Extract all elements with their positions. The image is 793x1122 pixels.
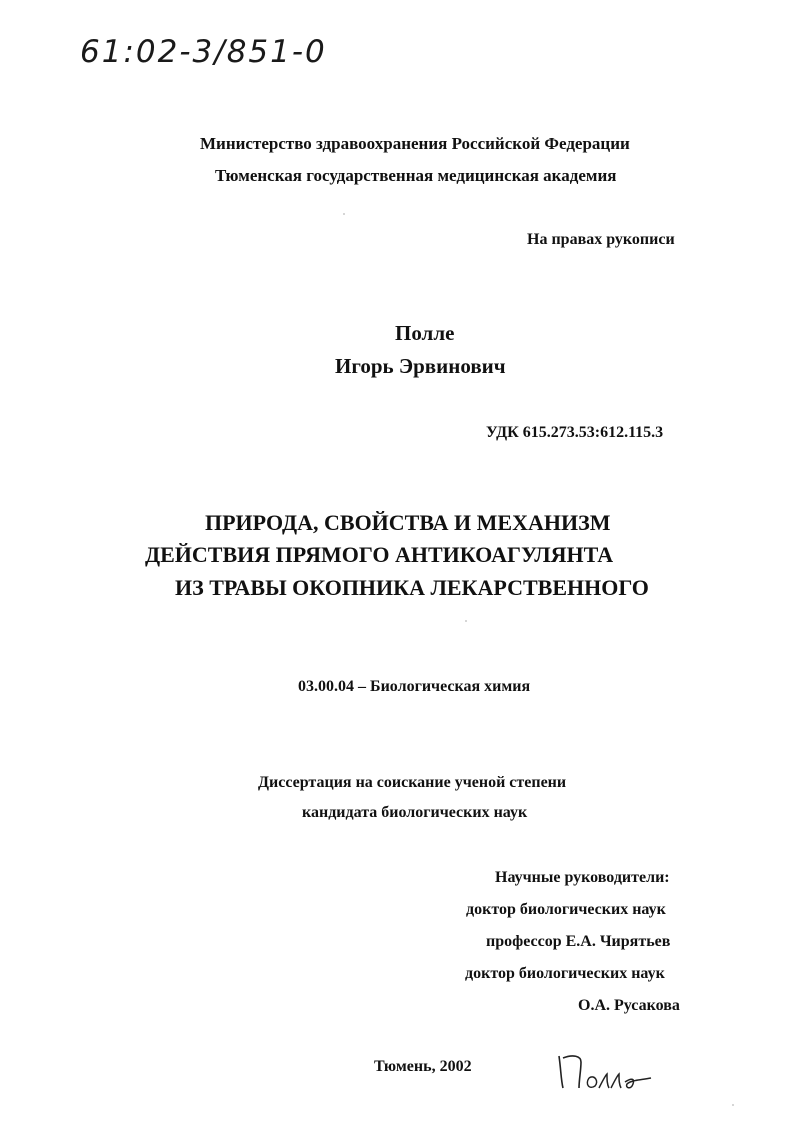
place-and-year: Тюмень, 2002 — [374, 1058, 472, 1075]
author-surname: Полле — [395, 321, 455, 345]
supervisor-2-name: О.А. Русакова — [578, 997, 680, 1014]
handwritten-signature — [555, 1050, 665, 1094]
supervisor-2-degree: доктор биологических наук — [465, 965, 665, 982]
ministry-name: Министерство здравоохранения Российской Федерации — [200, 134, 630, 153]
scan-speck — [465, 620, 467, 622]
udc-code: УДК 615.273.53:612.115.3 — [486, 424, 664, 441]
specialty: 03.00.04 – Биологическая химия — [298, 678, 531, 695]
supervisor-1-degree: доктор биологических наук — [466, 901, 666, 918]
thesis-title-line-3: ИЗ ТРАВЫ ОКОПНИКА ЛЕКАРСТВЕННОГО — [175, 575, 649, 600]
academy-name: Тюменская государственная медицинская академия — [215, 166, 617, 185]
degree-line-2: кандидата биологических наук — [302, 804, 528, 821]
supervisors-heading: Научные руководители: — [495, 869, 670, 886]
thesis-title-line-2: ДЕЙСТВИЯ ПРЯМОГО АНТИКОАГУЛЯНТА — [145, 542, 614, 567]
archive-code: 61:02-3/851-0 — [80, 34, 327, 70]
thesis-title-line-1: ПРИРОДА, СВОЙСТВА И МЕХАНИЗМ — [205, 510, 611, 535]
degree-line-1: Диссертация на соискание ученой степени — [258, 774, 567, 791]
manuscript-note: На правах рукописи — [527, 231, 675, 248]
scan-speck — [732, 1104, 734, 1106]
scan-speck — [343, 213, 345, 215]
supervisor-1-name: профессор Е.А. Чирятьев — [486, 933, 671, 950]
author-name: Игорь Эрвинович — [335, 354, 506, 378]
